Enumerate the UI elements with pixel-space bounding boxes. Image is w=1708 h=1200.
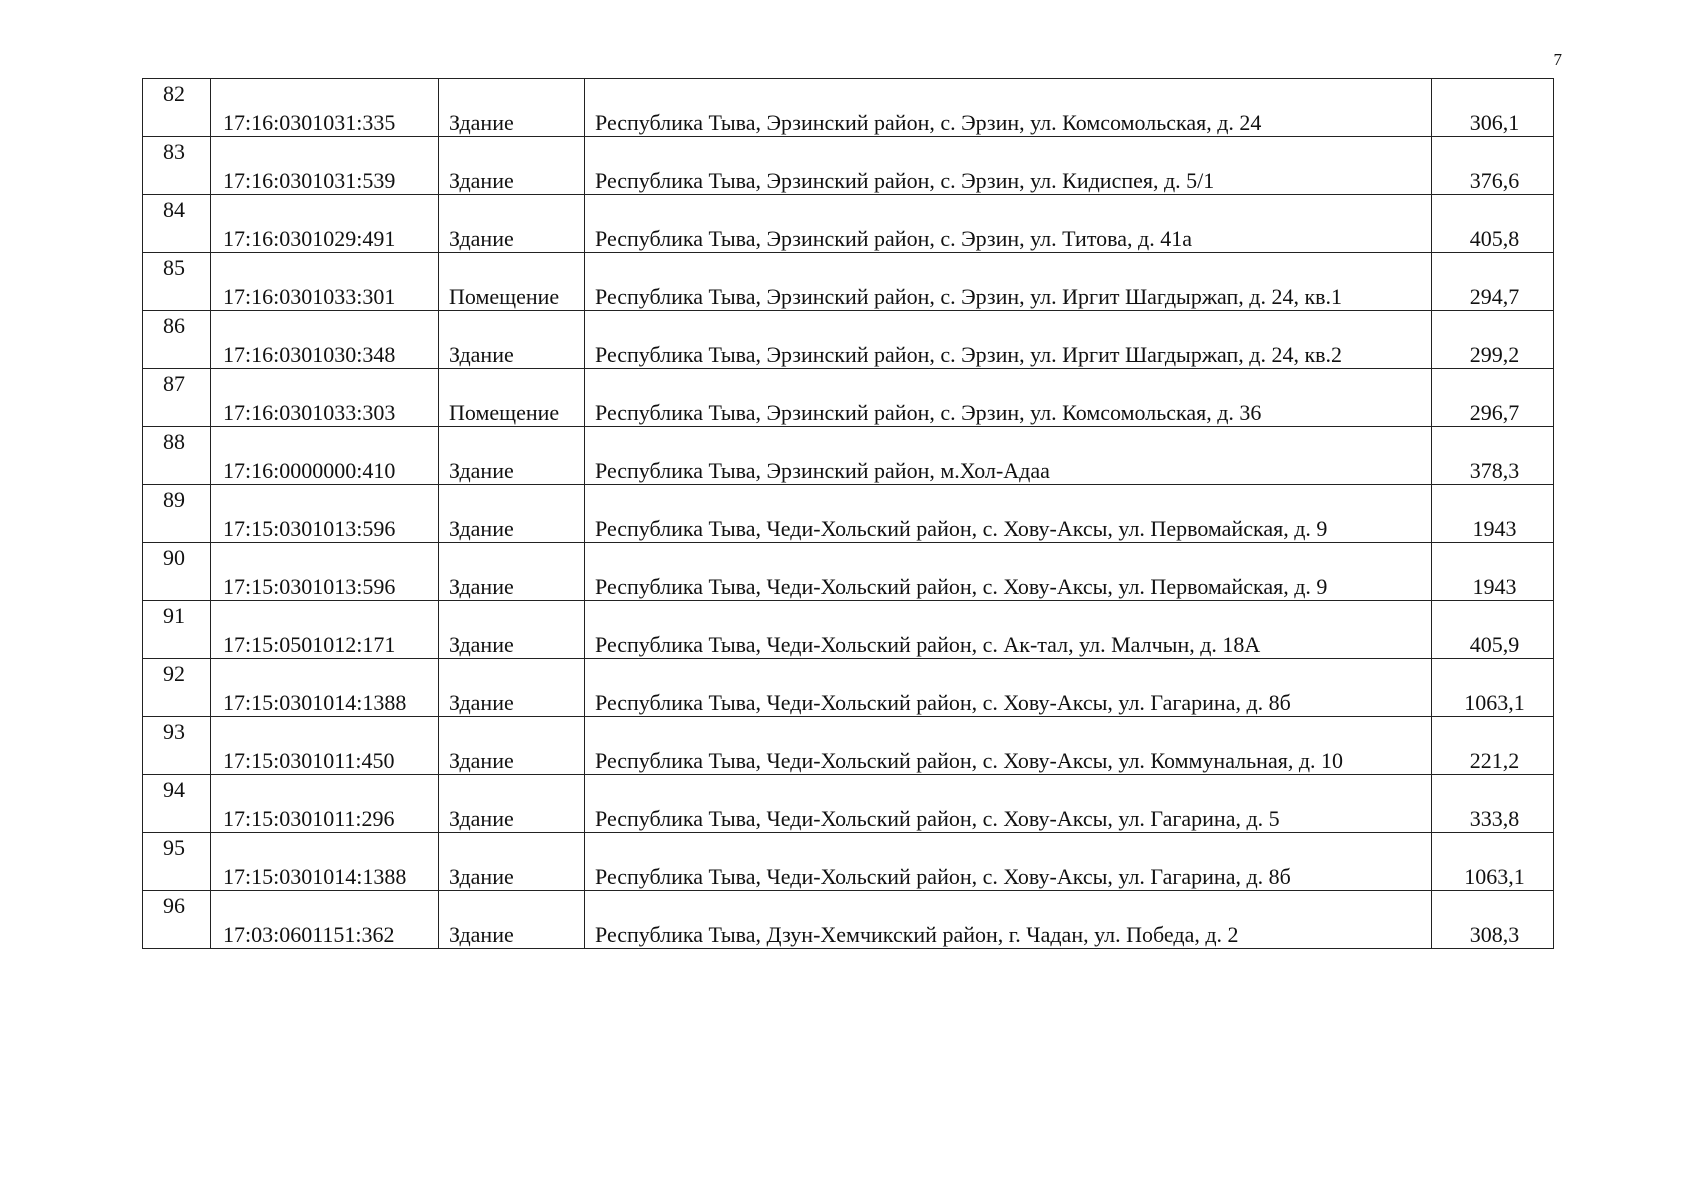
area-cell [1432, 891, 1554, 949]
area-text: 1943 [1472, 516, 1517, 541]
address-cell [585, 485, 1432, 543]
cadastral-number-text: 17:16:0301029:491 [223, 226, 396, 251]
row-number-text: 91 [163, 603, 185, 628]
row-number-cell [143, 833, 211, 891]
address-text: Республика Тыва, Эрзинский район, с. Эрзин, ул. Титова, д. 41а [595, 226, 1192, 251]
area-text: 1943 [1472, 574, 1517, 599]
cadastral-number-text: 17:16:0301030:348 [223, 342, 396, 367]
address-text: Республика Тыва, Чеди-Хольский район, с. Хову-Аксы, ул. Первомайская, д. 9 [595, 574, 1328, 599]
object-type-cell [439, 79, 585, 137]
address-text: Республика Тыва, Чеди-Хольский район, с. Хову-Аксы, ул. Гагарина, д. 5 [595, 806, 1280, 831]
area-cell [1432, 485, 1554, 543]
table-body [143, 79, 1554, 949]
row-number-text: 92 [163, 661, 185, 686]
object-type-cell [439, 253, 585, 311]
area-text: 294,7 [1469, 284, 1520, 309]
table-row [143, 311, 1554, 369]
area-text: 376,6 [1469, 168, 1520, 193]
cadastral-number-text: 17:16:0301033:303 [223, 400, 396, 425]
address-cell [585, 891, 1432, 949]
table-row [143, 253, 1554, 311]
row-number-cell [143, 659, 211, 717]
area-text: 306,1 [1469, 110, 1520, 135]
row-number-cell [143, 79, 211, 137]
object-type-text: Здание [449, 632, 514, 657]
cadastral-number-cell [211, 543, 439, 601]
object-type-text: Помещение [449, 284, 560, 309]
property-registry-table [142, 78, 1554, 949]
area-cell [1432, 775, 1554, 833]
cadastral-number-cell [211, 195, 439, 253]
area-text: 405,9 [1469, 632, 1520, 657]
table-row [143, 79, 1554, 137]
address-cell [585, 717, 1432, 775]
area-text: 308,3 [1469, 922, 1520, 947]
area-cell [1432, 137, 1554, 195]
address-text: Республика Тыва, Чеди-Хольский район, с. Хову-Аксы, ул. Коммунальная, д. 10 [595, 748, 1344, 773]
row-number-text: 86 [163, 313, 185, 338]
table-row [143, 717, 1554, 775]
address-text: Республика Тыва, Эрзинский район, с. Эрзин, ул. Кидиспея, д. 5/1 [595, 168, 1215, 193]
row-number-cell [143, 543, 211, 601]
address-cell [585, 427, 1432, 485]
table-row [143, 137, 1554, 195]
row-number-text: 87 [163, 371, 185, 396]
area-text: 378,3 [1469, 458, 1520, 483]
area-cell [1432, 659, 1554, 717]
row-number-text: 88 [163, 429, 185, 454]
row-number-text: 89 [163, 487, 185, 512]
area-cell [1432, 195, 1554, 253]
row-number-text: 96 [163, 893, 185, 918]
row-number-cell [143, 195, 211, 253]
address-text: Республика Тыва, Эрзинский район, с. Эрзин, ул. Комсомольская, д. 24 [595, 110, 1262, 135]
cadastral-number-text: 17:15:0301014:1388 [223, 864, 407, 889]
area-cell [1432, 311, 1554, 369]
object-type-cell [439, 717, 585, 775]
cadastral-number-cell [211, 427, 439, 485]
object-type-text: Помещение [449, 400, 560, 425]
cadastral-number-text: 17:16:0301033:301 [223, 284, 396, 309]
address-cell [585, 543, 1432, 601]
area-cell [1432, 79, 1554, 137]
table-row [143, 833, 1554, 891]
row-number-text: 82 [163, 81, 185, 106]
object-type-cell [439, 775, 585, 833]
cadastral-number-cell [211, 717, 439, 775]
address-text: Республика Тыва, Эрзинский район, м.Хол-Адаа [595, 458, 1050, 483]
object-type-text: Здание [449, 748, 514, 773]
object-type-text: Здание [449, 574, 514, 599]
area-text: 1063,1 [1464, 690, 1525, 715]
area-text: 405,8 [1469, 226, 1520, 251]
area-text: 1063,1 [1464, 864, 1525, 889]
row-number-text: 90 [163, 545, 185, 570]
cadastral-number-cell [211, 601, 439, 659]
address-cell [585, 833, 1432, 891]
area-text: 221,2 [1469, 748, 1520, 773]
object-type-text: Здание [449, 226, 514, 251]
cadastral-number-text: 17:15:0301011:296 [223, 806, 395, 831]
address-cell [585, 775, 1432, 833]
cadastral-number-cell [211, 369, 439, 427]
row-number-cell [143, 601, 211, 659]
cadastral-number-cell [211, 79, 439, 137]
cadastral-number-cell [211, 833, 439, 891]
row-number-cell [143, 775, 211, 833]
table-row [143, 891, 1554, 949]
cadastral-number-cell [211, 659, 439, 717]
area-cell [1432, 369, 1554, 427]
area-cell [1432, 717, 1554, 775]
table-row [143, 427, 1554, 485]
table-row [143, 543, 1554, 601]
page-number: 7 [1553, 50, 1562, 69]
address-text: Республика Тыва, Дзун-Хемчикский район, г. Чадан, ул. Победа, д. 2 [595, 922, 1239, 947]
address-cell [585, 311, 1432, 369]
cadastral-number-text: 17:16:0000000:410 [223, 458, 396, 483]
table-row [143, 485, 1554, 543]
address-text: Республика Тыва, Эрзинский район, с. Эрзин, ул. Комсомольская, д. 36 [595, 400, 1262, 425]
address-text: Республика Тыва, Эрзинский район, с. Эрзин, ул. Иргит Шагдыржап, д. 24, кв.2 [595, 342, 1343, 367]
object-type-text: Здание [449, 516, 514, 541]
address-cell [585, 137, 1432, 195]
row-number-text: 85 [163, 255, 185, 280]
table-row [143, 195, 1554, 253]
object-type-text: Здание [449, 110, 514, 135]
object-type-cell [439, 891, 585, 949]
address-cell [585, 79, 1432, 137]
row-number-cell [143, 891, 211, 949]
address-cell [585, 601, 1432, 659]
table-row [143, 369, 1554, 427]
cadastral-number-text: 17:16:0301031:335 [223, 110, 396, 135]
row-number-cell [143, 311, 211, 369]
object-type-text: Здание [449, 342, 514, 367]
address-cell [585, 659, 1432, 717]
object-type-cell [439, 137, 585, 195]
address-cell [585, 195, 1432, 253]
row-number-text: 83 [163, 139, 185, 164]
cadastral-number-cell [211, 485, 439, 543]
cadastral-number-text: 17:15:0301013:596 [223, 516, 396, 541]
object-type-text: Здание [449, 922, 514, 947]
object-type-cell [439, 659, 585, 717]
object-type-cell [439, 195, 585, 253]
row-number-text: 94 [163, 777, 185, 802]
row-number-cell [143, 427, 211, 485]
cadastral-number-text: 17:15:0301013:596 [223, 574, 396, 599]
row-number-cell [143, 137, 211, 195]
object-type-text: Здание [449, 806, 514, 831]
cadastral-number-cell [211, 311, 439, 369]
table-row [143, 659, 1554, 717]
object-type-cell [439, 485, 585, 543]
cadastral-number-text: 17:15:0301014:1388 [223, 690, 407, 715]
object-type-cell [439, 833, 585, 891]
address-text: Республика Тыва, Эрзинский район, с. Эрзин, ул. Иргит Шагдыржап, д. 24, кв.1 [595, 284, 1343, 309]
object-type-cell [439, 427, 585, 485]
table-row [143, 601, 1554, 659]
row-number-text: 93 [163, 719, 185, 744]
object-type-cell [439, 543, 585, 601]
row-number-cell [143, 253, 211, 311]
area-cell [1432, 427, 1554, 485]
address-cell [585, 253, 1432, 311]
address-text: Республика Тыва, Чеди-Хольский район, с. Хову-Аксы, ул. Гагарина, д. 8б [595, 690, 1291, 715]
table-row [143, 775, 1554, 833]
cadastral-number-cell [211, 775, 439, 833]
area-cell [1432, 543, 1554, 601]
cadastral-number-text: 17:16:0301031:539 [223, 168, 396, 193]
object-type-cell [439, 369, 585, 427]
object-type-text: Здание [449, 690, 514, 715]
object-type-cell [439, 311, 585, 369]
area-cell [1432, 833, 1554, 891]
row-number-cell [143, 485, 211, 543]
object-type-text: Здание [449, 168, 514, 193]
address-text: Республика Тыва, Чеди-Хольский район, с. Хову-Аксы, ул. Первомайская, д. 9 [595, 516, 1328, 541]
address-text: Республика Тыва, Чеди-Хольский район, с. Ак-тал, ул. Малчын, д. 18А [595, 632, 1261, 657]
area-cell [1432, 601, 1554, 659]
area-text: 333,8 [1469, 806, 1520, 831]
cadastral-number-cell [211, 891, 439, 949]
object-type-cell [439, 601, 585, 659]
object-type-text: Здание [449, 458, 514, 483]
area-cell [1432, 253, 1554, 311]
area-text: 296,7 [1469, 400, 1520, 425]
cadastral-number-cell [211, 253, 439, 311]
cadastral-number-text: 17:03:0601151:362 [223, 922, 395, 947]
row-number-cell [143, 369, 211, 427]
cadastral-number-text: 17:15:0301011:450 [223, 748, 395, 773]
row-number-text: 95 [163, 835, 185, 860]
address-text: Республика Тыва, Чеди-Хольский район, с. Хову-Аксы, ул. Гагарина, д. 8б [595, 864, 1291, 889]
row-number-text: 84 [163, 197, 185, 222]
address-cell [585, 369, 1432, 427]
row-number-cell [143, 717, 211, 775]
cadastral-number-text: 17:15:0501012:171 [223, 632, 396, 657]
object-type-text: Здание [449, 864, 514, 889]
cadastral-number-cell [211, 137, 439, 195]
area-text: 299,2 [1469, 342, 1520, 367]
